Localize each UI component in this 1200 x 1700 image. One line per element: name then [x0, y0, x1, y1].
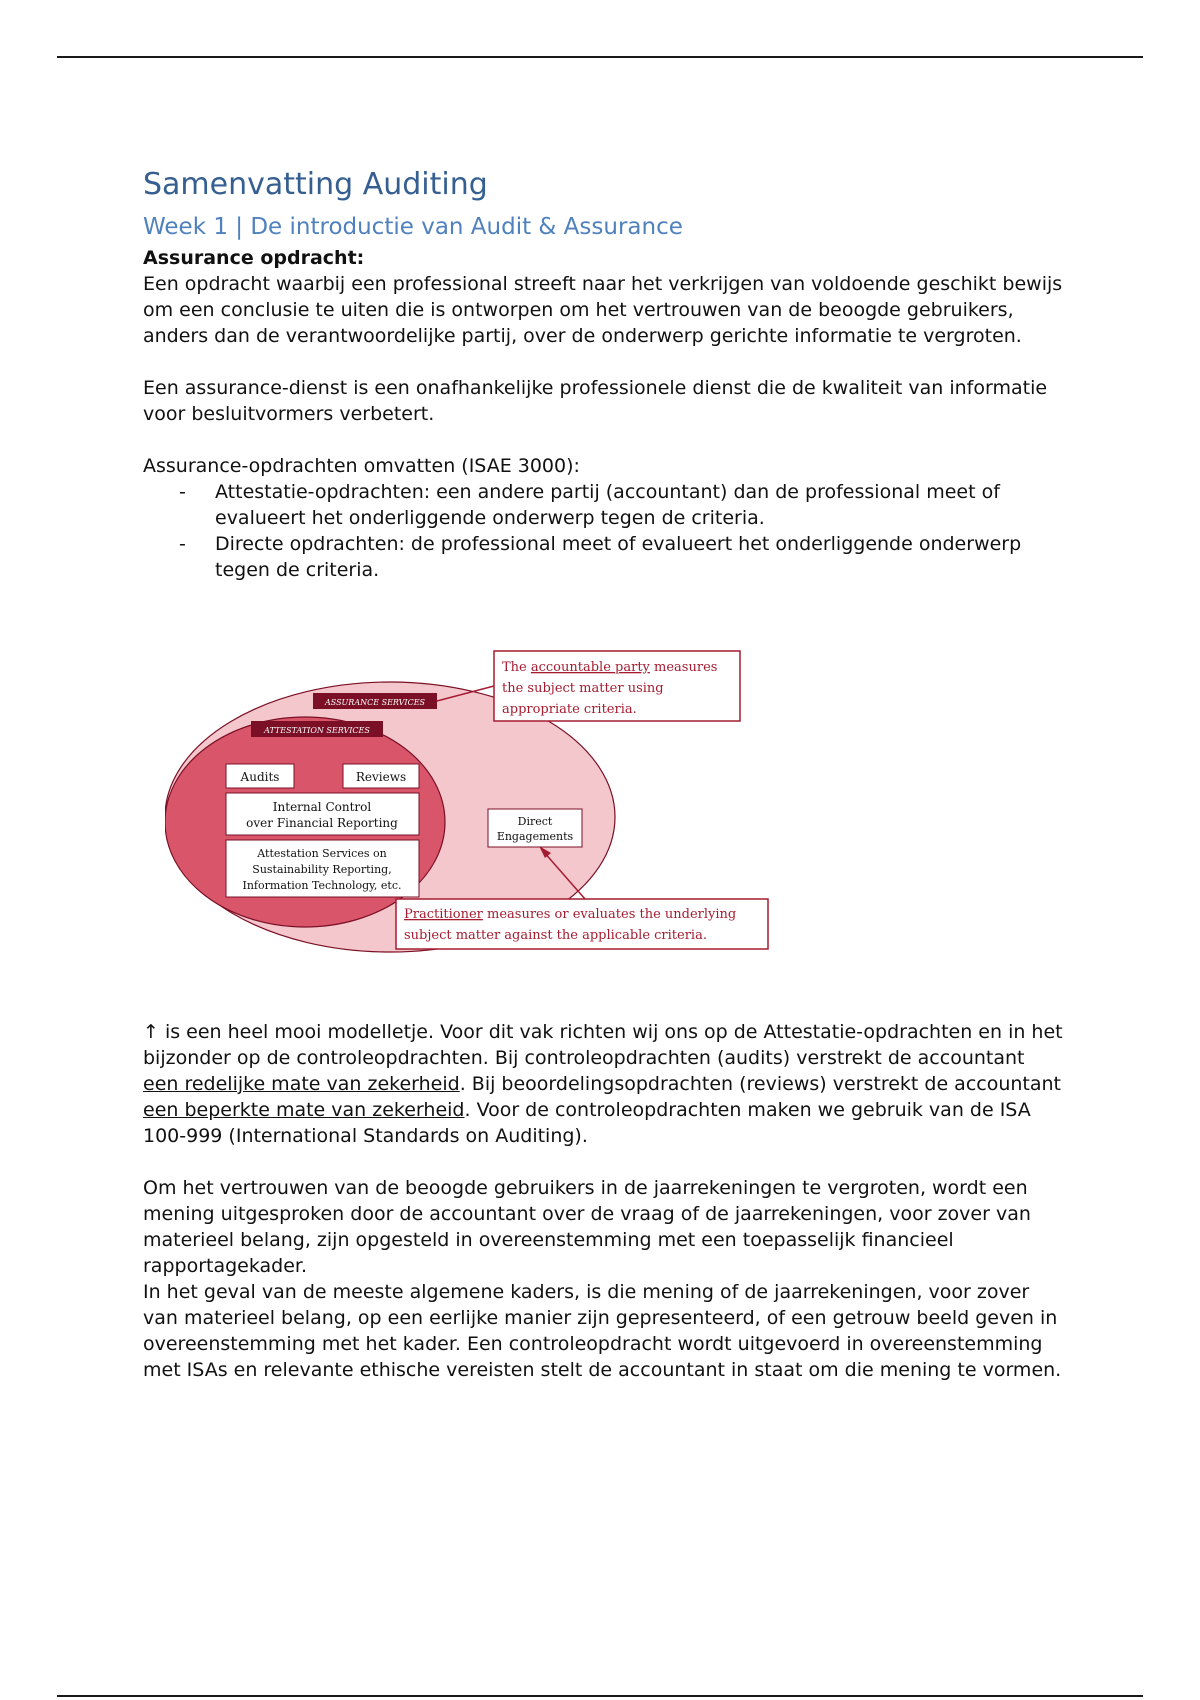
framework-paragraph: In het geval van de meeste algemene kaders, is die mening of de jaarrekeningen, voor zover van materieel belang, op een eerlijke manier zijn gepresenteerd, of een getrouw beeld geven in overeenstemming met het kader. Een controleopdracht wordt uitgevoerd in overeenstemming met ISAs en relevante ethische vereisten stelt de accountant in staat om die mening te vormen. — [143, 1281, 1062, 1381]
opinion-paragraph: Om het vertrouwen van de beoogde gebruikers in de jaarrekeningen te vergroten, wordt een mening uitgesproken door de accountant over de vraag of de jaarrekeningen, voor zover van materieel belang, zijn opgesteld in overeenstemming met een toepasselijk financieel rapportagekader. — [143, 1177, 1031, 1277]
reviews-label: Reviews — [355, 770, 407, 784]
direct-engagements-label: Engagements — [496, 830, 574, 843]
header-rule — [57, 56, 1143, 58]
model-paragraph: ↑ is een heel mooi modelletje. Voor dit vak richten wij ons op de Attestatie-opdrachten en in het bijzonder op de controleopdrachten. Bij controleopdrachten (audits) verstrekt de accountant een redelijke mate van zekerheid. Bij beoordelingsopdrachten (reviews) verstrekt de accountant een beperkte mate van zekerheid. Voor de controleopdrachten maken we gebruik van de ISA 100-999 (International Standards on Auditing). — [143, 1021, 1063, 1147]
callout-text: subject matter against the applicable criteria. — [404, 928, 707, 943]
other-attestation-label: Information Technology, etc. — [242, 879, 402, 892]
other-attestation-label: Attestation Services on — [257, 847, 387, 860]
section-heading: Week 1 | De introductie van Audit & Assurance — [143, 214, 683, 240]
other-attestation-label: Sustainability Reporting, — [252, 863, 392, 876]
document-body — [143, 165, 1063, 1383]
list-item: - Directe opdrachten: de professional meet of evalueert het onderliggende onderwerp tegen de criteria. — [215, 531, 1063, 583]
icfr-label: over Financial Reporting — [246, 816, 398, 830]
audits-label: Audits — [240, 770, 280, 784]
icfr-label: Internal Control — [272, 800, 372, 814]
callout-text: the subject matter using — [502, 681, 664, 696]
list-item: - Attestatie-opdrachten: een andere partij (accountant) dan de professional meet of evalueert het onderliggende onderwerp tegen de criteria. — [215, 479, 1063, 531]
list-intro: Assurance-opdrachten omvatten (ISAE 3000): — [143, 455, 580, 477]
callout-text: The accountable party measures — [502, 660, 718, 675]
footer-rule — [57, 1695, 1143, 1697]
assurance-services-diagram — [165, 617, 805, 977]
assurance-service-paragraph: Een assurance-dienst is een onafhankelijke professionele dienst die de kwaliteit van informatie voor besluitvormers verbetert. — [143, 377, 1048, 425]
definition-term: Assurance opdracht: — [143, 247, 365, 269]
definition-paragraph: Een opdracht waarbij een professional streeft naar het verkrijgen van voldoende geschikt bewijs om een conclusie te uiten die is ontworpen om het vertrouwen van de beoogde gebruikers, anders dan de verantwoordelijke partij, over de onderwerp gerichte informatie te vergroten. — [143, 273, 1063, 347]
assurance-services-label: ASSURANCE SERVICES — [324, 698, 426, 707]
callout-text: Practitioner measures or evaluates the underlying — [404, 907, 737, 922]
engagement-list — [143, 479, 1063, 583]
callout-text: appropriate criteria. — [502, 702, 637, 717]
document-title: Samenvatting Auditing — [143, 167, 488, 202]
attestation-services-label: ATTESTATION SERVICES — [264, 726, 370, 735]
direct-engagements-label: Direct — [517, 815, 553, 828]
